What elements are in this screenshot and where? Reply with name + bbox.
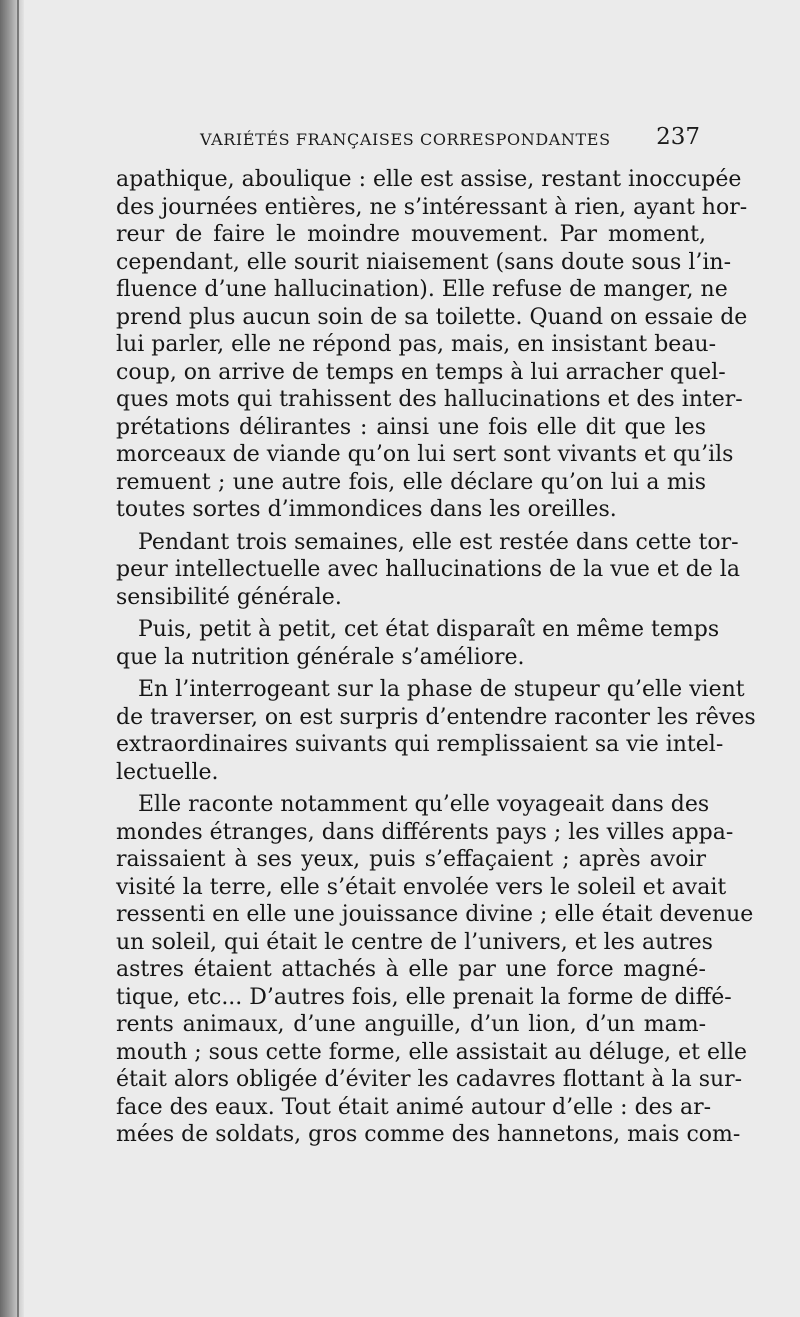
text-line: était alors obligée d’éviter les cadavres flottant à la sur- <box>116 1067 743 1092</box>
gutter-edge <box>17 0 19 1317</box>
text-line: lui parler, elle ne répond pas, mais, en insistant beau- <box>116 332 717 357</box>
text-line: Elle raconte notamment qu’elle voyageait dans des <box>138 792 710 817</box>
text-line: face des eaux. Tout était animé autour d’elle : des ar- <box>116 1094 712 1120</box>
text-line: cependant, elle sourit niaisement (sans doute sous l’in- <box>116 249 732 275</box>
text-line: ques mots qui trahissent des hallucinations et des inter- <box>116 387 743 412</box>
text-line: morceaux de viande qu’on lui sert sont vivants et qu’ils <box>116 442 734 467</box>
text-line: extraordinaires suivants qui remplissaient sa vie intel- <box>116 732 724 757</box>
text-line: raissaient à ses yeux, puis s’effaçaient ; après avoir <box>116 847 706 872</box>
page-gutter <box>0 0 24 1317</box>
text-line: prétations délirantes : ainsi une fois elle dit que les <box>116 414 706 440</box>
text-line: toutes sortes d’immondices dans les oreilles. <box>116 497 617 522</box>
text-line: reur de faire le moindre mouvement. Par moment, <box>116 222 706 247</box>
text-line: remuent ; une autre fois, elle déclare qu’on lui a mis <box>116 469 706 495</box>
text-line: sensibilité générale. <box>116 584 342 610</box>
text-line: rents animaux, d’une anguille, d’un lion, d’un mam- <box>116 1012 706 1037</box>
text-line: En l’interrogeant sur la phase de stupeur qu’elle vient <box>138 677 745 702</box>
text-line: Pendant trois semaines, elle est restée dans cette tor- <box>138 529 739 555</box>
text-line: astres étaient attachés à elle par une force magné- <box>116 957 706 982</box>
text-line: Puis, petit à petit, cet état disparaît en même temps <box>138 617 720 642</box>
text-line: tique, etc... D’autres fois, elle prenait la forme de diffé- <box>116 984 732 1010</box>
text-line: peur intellectuelle avec hallucinations de la vue et de la <box>116 557 740 582</box>
text-line: mées de soldats, gros comme des hannetons, mais com- <box>116 1122 741 1147</box>
text-line: de traverser, on est surpris d’entendre raconter les rêves <box>116 704 756 730</box>
text-line: coup, on arrive de temps en temps à lui arracher quel- <box>116 359 726 385</box>
text-line: que la nutrition générale s’améliore. <box>116 644 525 670</box>
text-line: ressenti en elle une jouissance divine ; elle était devenue <box>116 902 754 927</box>
text-line: fluence d’une hallucination). Elle refuse de manger, ne <box>116 277 728 302</box>
page-header <box>200 124 700 154</box>
page-number: 237 <box>656 124 700 150</box>
text-line: apathique, aboulique : elle est assise, restant inoccupée <box>116 167 742 192</box>
running-head: VARIÉTÉS FRANÇAISES CORRESPONDANTES <box>200 130 611 149</box>
text-line: mouth ; sous cette forme, elle assistait au déluge, et elle <box>116 1039 748 1065</box>
text-line: lectuelle. <box>116 759 219 785</box>
text-line: un soleil, qui était le centre de l’univers, et les autres <box>116 929 713 955</box>
text-line: prend plus aucun soin de sa toilette. Quand on essaie de <box>116 304 748 330</box>
text-line: des journées entières, ne s’intéressant à rien, ayant hor- <box>116 194 748 220</box>
body-text <box>116 166 756 1149</box>
text-line: mondes étranges, dans différents pays ; les villes appa- <box>116 819 734 845</box>
text-line: visité la terre, elle s’était envolée vers le soleil et avait <box>116 874 727 900</box>
